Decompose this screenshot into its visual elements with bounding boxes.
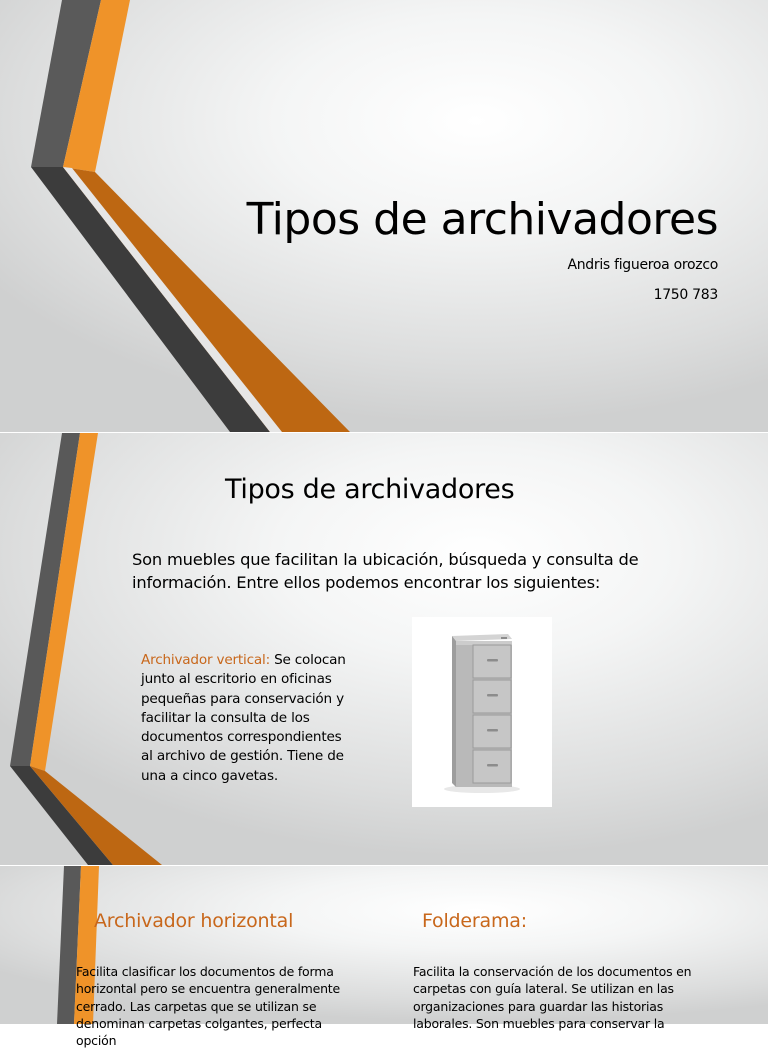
author-name: Andris figueroa orozco <box>567 257 718 273</box>
horizontal-heading: Archivador horizontal <box>94 910 294 932</box>
folderama-heading: Folderama: <box>422 910 527 932</box>
item-label: Archivador vertical: <box>141 652 270 668</box>
slide-title: Tipos de archivadores <box>225 474 515 505</box>
presentation-title: Tipos de archivadores <box>246 194 718 245</box>
folderama-description: Facilita la conservación de los documentos en carpetas con guía lateral. Se utilizan en las organizaciones para guardar las historias laborales. Son muebles para conservar la <box>413 964 692 1031</box>
title-slide <box>0 0 768 432</box>
content-slide-vertical <box>0 433 768 865</box>
content-slide-types <box>0 866 768 1049</box>
intro-paragraph: Son muebles que facilitan la ubicación, búsqueda y consulta de información. Entre ellos podemos encontrar los siguientes: <box>132 550 639 592</box>
filing-cabinet-icon <box>412 617 552 807</box>
item-text: Se colocan junto al escritorio en oficinas pequeñas para conservación y facilitar la consulta de los documentos correspondientes al archivo de gestión. Tiene de una a cinco gavetas. <box>141 652 346 784</box>
filing-cabinet-image <box>412 617 552 807</box>
horizontal-description: Facilita clasificar los documentos de forma horizontal pero se encuentra generalmente cerrado. Las carpetas que se utilizan se denominan carpetas colgantes, perfecta opción <box>76 964 340 1049</box>
student-code: 1750 783 <box>653 287 718 303</box>
vertical-description <box>141 651 356 786</box>
